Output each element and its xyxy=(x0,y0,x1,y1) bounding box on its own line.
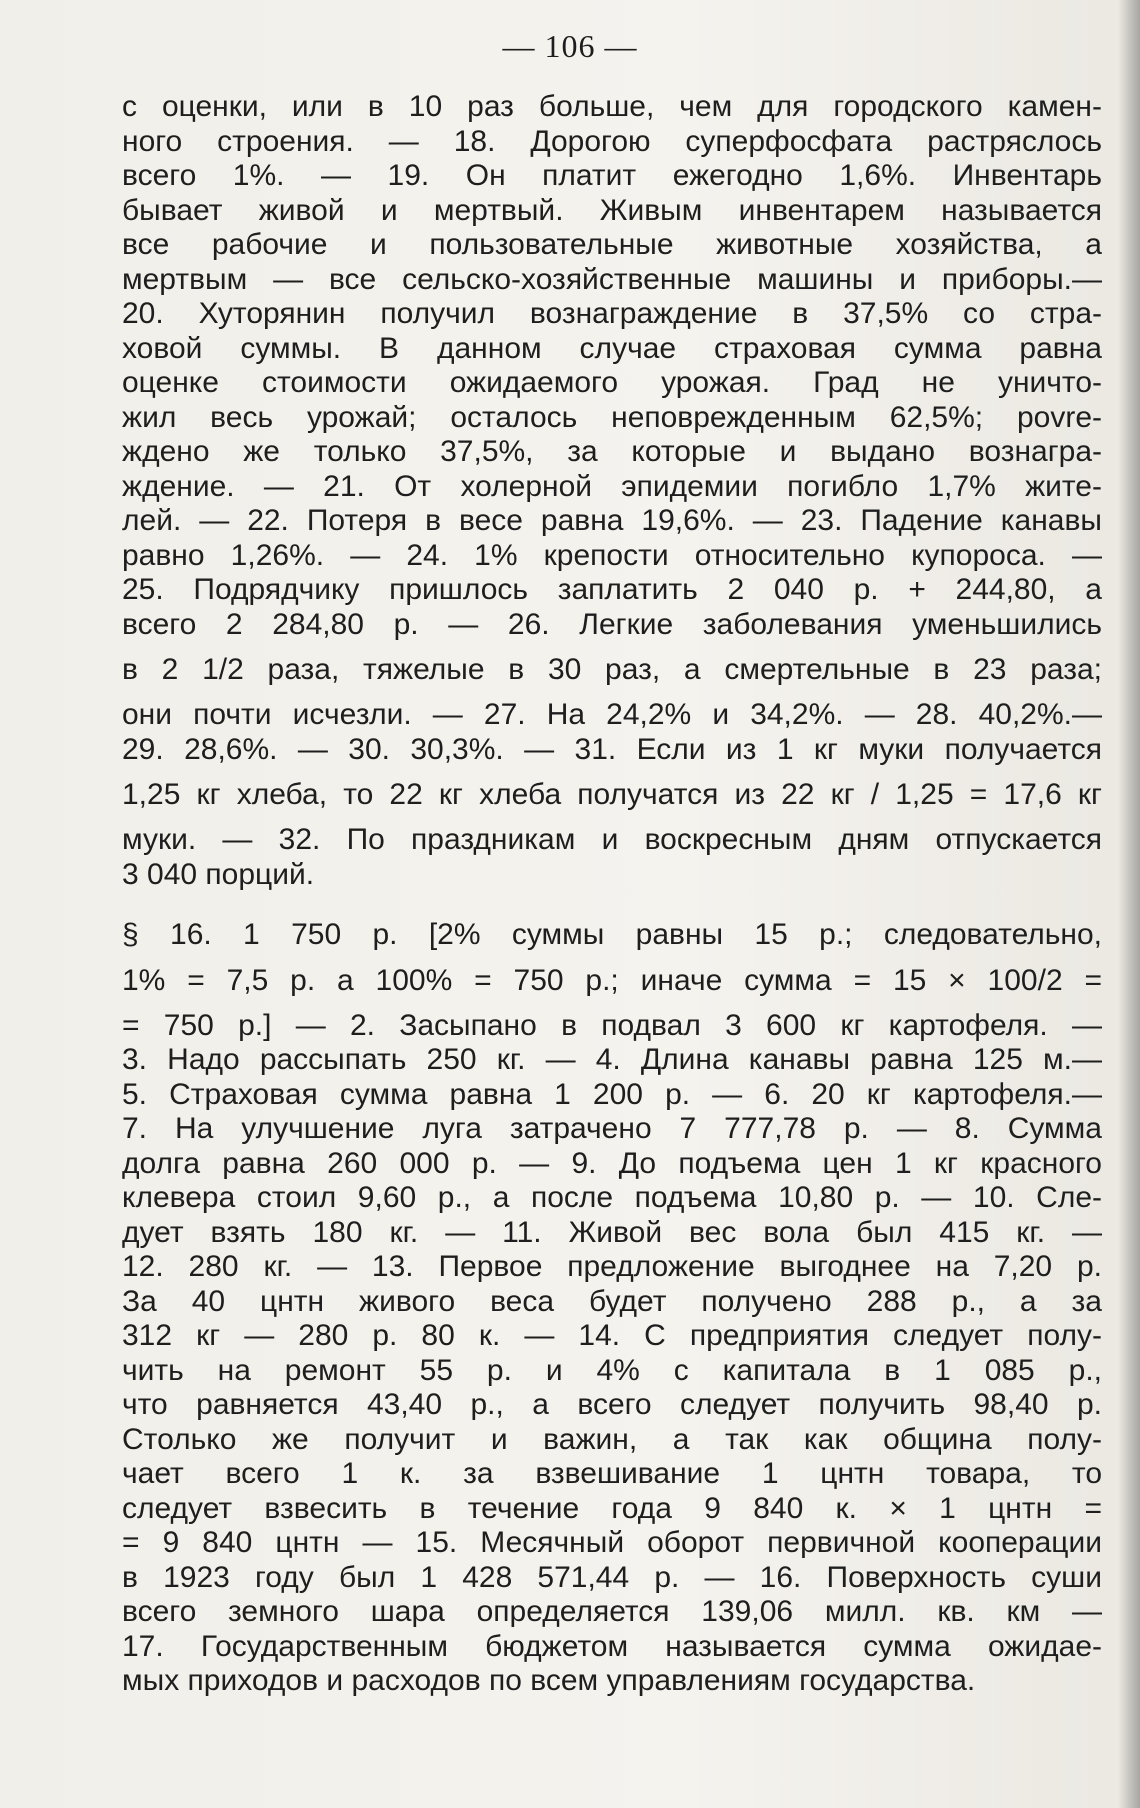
text-line: 1,25 кг хлеба, то 22 кг хлеба получатся из 22 кг / 1,25 = 17,6 кг xyxy=(122,778,1102,811)
page-edge-shadow xyxy=(1118,0,1140,1808)
text-line: 25. Подрядчику пришлось заплатить 2 040 р. + 244,80, а xyxy=(122,573,1102,606)
text-line: За 40 цнтн живого веса будет получено 288 р., а за xyxy=(122,1284,1102,1318)
text-line: 1% = 7,5 р. а 100% = 750 р.; иначе сумма = 15 × 100/2 = xyxy=(122,963,1102,997)
text-line: 20. Хуторянин получил вознаграждение в 37,5% со стра- xyxy=(122,297,1102,330)
page-number: — 106 — xyxy=(502,28,638,64)
text-line: ного строения. — 18. Дорогою суперфосфата растряслось xyxy=(122,124,1102,158)
text-line: дует взять 180 кг. — 11. Живой вес вола был 415 кг. — xyxy=(122,1215,1102,1249)
text-line: 12. 280 кг. — 13. Первое предложение выгоднее на 7,20 р. xyxy=(122,1250,1102,1283)
text-line: мых приходов и расходов по всем управлениям государства. xyxy=(122,1664,976,1697)
text-line: мертвым — все сельско-хозяйственные машины и приборы.— xyxy=(122,262,1102,296)
text-line: ждено же только 37,5%, за которые и выдано вознагра- xyxy=(122,435,1102,468)
text-line: чить на ремонт 55 р. и 4% с капитала в 1 085 р., xyxy=(122,1353,1102,1387)
text-line: жил весь урожай; осталось неповрежденным 62,5%; povre- xyxy=(122,400,1102,434)
text-line: муки. — 32. По праздникам и воскресным дням отпускается xyxy=(122,823,1102,856)
text-line: 5. Страховая сумма равна 1 200 р. — 6. 20 кг картофеля.— xyxy=(122,1077,1102,1111)
text-line: ждение. — 21. От холерной эпидемии погибло 1,7% жите- xyxy=(122,469,1102,503)
text-line: 312 кг — 280 р. 80 к. — 14. С предприятия следует полу- xyxy=(122,1319,1102,1352)
text-line: бывает живой и мертвый. Живым инвентарем называется xyxy=(122,193,1102,227)
text-line: в 1923 году был 1 428 571,44 р. — 16. Поверхность суши xyxy=(122,1560,1102,1594)
text-line: лей. — 22. Потеря в весе равна 19,6%. — 23. Падение канавы xyxy=(122,504,1102,537)
text-line: § 16. 1 750 р. [2% суммы равны 15 р.; следовательно, xyxy=(122,918,1102,951)
text-line: все рабочие и пользовательные животные хозяйства, а xyxy=(122,228,1102,261)
text-line: всего земного шара определяется 139,06 милл. кв. км — xyxy=(122,1595,1102,1628)
text-line: 29. 28,6%. — 30. 30,3%. — 31. Если из 1 кг муки получается xyxy=(122,732,1102,766)
paragraph-gap xyxy=(122,892,1102,918)
text-line: 3. Надо рассыпать 250 кг. — 4. Длина канавы равна 125 м.— xyxy=(122,1043,1102,1076)
text-line: следует взвесить в течение года 9 840 к. × 1 цнтн = xyxy=(122,1491,1102,1525)
text-line: 7. На улучшение луга затрачено 7 777,78 р. — 8. Сумма xyxy=(122,1112,1102,1145)
text-line: клевера стоил 9,60 р., а после подъема 10,80 р. — 10. Сле- xyxy=(122,1181,1102,1214)
text-line: 3 040 порций. xyxy=(122,857,315,891)
paragraph-section-16 xyxy=(122,918,1102,1699)
text-line: долга равна 260 000 р. — 9. До подъема цен 1 кг красного xyxy=(122,1146,1102,1180)
text-line: = 9 840 цнтн — 15. Месячный оборот первичной кооперации xyxy=(122,1526,1102,1559)
text-line: всего 2 284,80 р. — 26. Легкие заболевания уменьшились xyxy=(122,607,1102,641)
text-line: что равняется 43,40 р., а всего следует получить 98,40 р. xyxy=(122,1388,1102,1421)
text-line: ховой суммы. В данном случае страховая сумма равна xyxy=(122,331,1102,365)
text-line: чает всего 1 к. за взвешивание 1 цнтн товара, то xyxy=(122,1457,1102,1490)
text-line: они почти исчезли. — 27. На 24,2% и 34,2%. — 28. 40,2%.— xyxy=(122,698,1102,731)
text-line: в 2 1/2 раза, тяжелые в 30 раз, а смертельные в 23 раза; xyxy=(122,653,1102,686)
text-line: 17. Государственным бюджетом называется сумма ожидае- xyxy=(122,1629,1102,1663)
body-text xyxy=(122,90,1102,1699)
text-line: оценке стоимости ожидаемого урожая. Град не уничто- xyxy=(122,366,1102,399)
text-line: Столько же получит и важин, а так как община полу- xyxy=(122,1422,1102,1456)
text-line: с оценки, или в 10 раз больше, чем для городского камен- xyxy=(122,90,1102,123)
text-line: равно 1,26%. — 24. 1% крепости относительно купороса. — xyxy=(122,538,1102,572)
text-line: всего 1%. — 19. Он платит ежегодно 1,6%. Инвентарь xyxy=(122,159,1102,192)
text-line: = 750 р.] — 2. Засыпано в подвал 3 600 кг картофеля. — xyxy=(122,1008,1102,1042)
paragraph-answers-continued xyxy=(122,90,1102,892)
